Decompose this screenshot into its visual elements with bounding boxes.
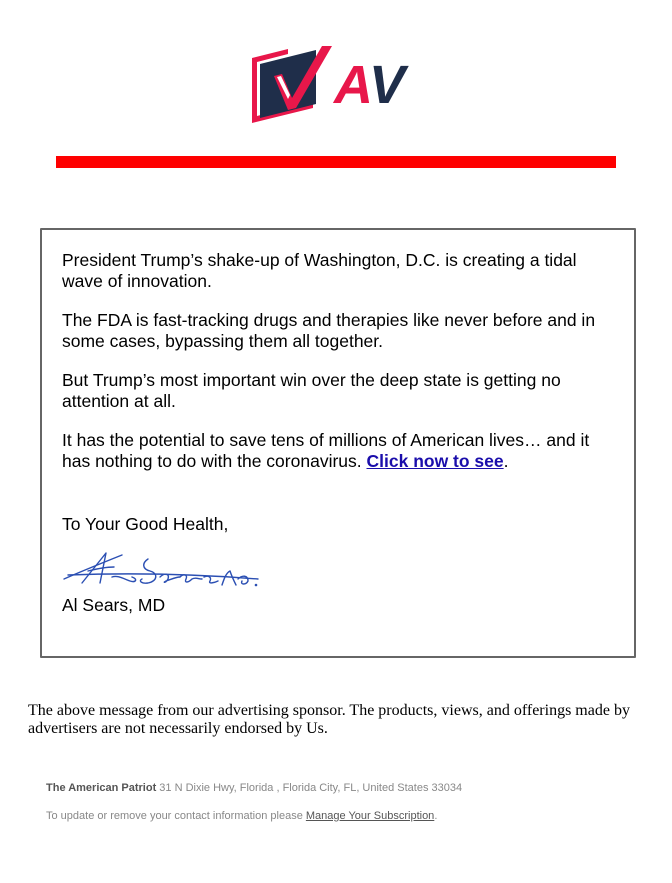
author-name: Al Sears, MD xyxy=(62,595,166,615)
brand-logo xyxy=(250,46,422,124)
message-paragraph-3: But Trump’s most important win over the deep state is getting no attention at all. xyxy=(62,370,561,411)
signoff: To Your Good Health, xyxy=(62,514,229,534)
message-body xyxy=(62,250,618,634)
message-paragraph-2: The FDA is fast-tracking drugs and therapies like never before and in some cases, bypassing them all together. xyxy=(62,310,596,351)
message-box xyxy=(40,228,636,658)
publisher-address: 31 N Dixie Hwy, Florida , Florida City, FL, United States 33034 xyxy=(156,782,463,794)
footer-unsubscribe-line xyxy=(46,810,437,822)
svg-text:Al Sears, MD.: Al Sears, MD. xyxy=(62,549,69,550)
publisher-name: The American Patriot xyxy=(46,782,157,794)
sponsor-notice: The above message from our advertising sponsor. The products, views, and offerings made by advertisers are not necessarily endorsed by Us. xyxy=(28,702,630,737)
footer-address-line xyxy=(46,782,462,794)
logo-text: AV xyxy=(334,55,406,115)
signature-image xyxy=(62,549,262,591)
unsubscribe-text: To update or remove your contact information please xyxy=(46,810,306,822)
message-paragraph-1: President Trump’s shake-up of Washington, D.C. is creating a tidal wave of innovation. xyxy=(62,250,577,291)
unsubscribe-end: . xyxy=(434,810,438,822)
message-paragraph-4 xyxy=(62,430,618,472)
checkbox-check-icon xyxy=(250,46,422,124)
click-now-link[interactable]: Click now to see xyxy=(366,451,504,471)
message-paragraph-4-text: It has the potential to save tens of millions of American lives… and it has nothing to do with the coronavirus. xyxy=(62,430,590,471)
header-divider-bar xyxy=(56,156,616,168)
message-paragraph-4-end: . xyxy=(503,451,509,471)
manage-subscription-link[interactable]: Manage Your Subscription xyxy=(305,810,435,822)
